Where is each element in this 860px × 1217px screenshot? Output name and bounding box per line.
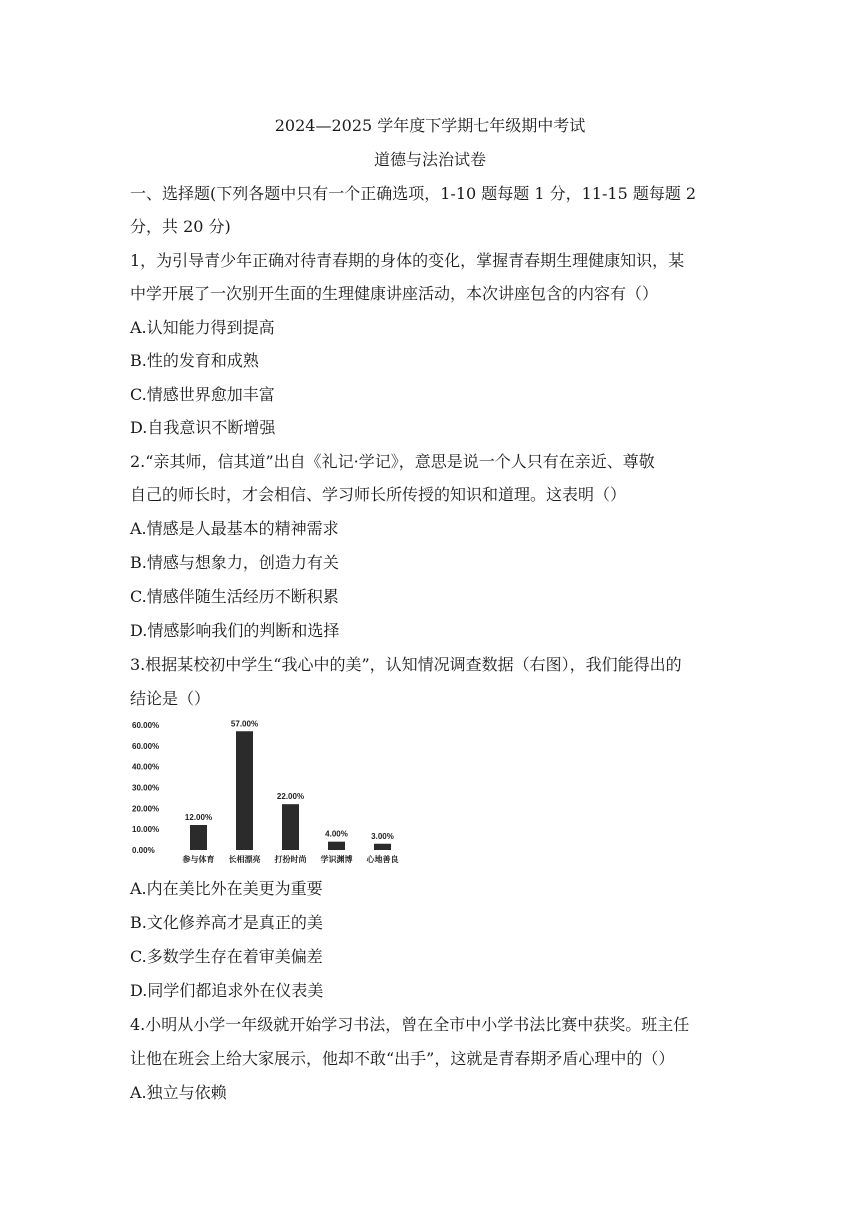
bar [282, 804, 299, 850]
q4-stem-line-2: 让他在班会上给大家展示，他却不敢“出手”，这就是青春期矛盾心理中的（） [130, 1049, 675, 1068]
bar [328, 842, 345, 850]
q2-stem-line-1: 2.“亲其师，信其道”出自《礼记·学记》，意思是说一个人只有在亲近、尊敬 [130, 452, 655, 471]
q1-option-c: C.情感世界愈加丰富 [130, 385, 275, 404]
y-tick-label: 60.00% [132, 741, 160, 751]
x-category-label: 长相漂亮 [228, 855, 261, 864]
bar-value-label: 22.00% [276, 792, 305, 802]
q3-stem-line-2: 结论是（） [130, 689, 211, 708]
x-category-label: 心地善良 [366, 855, 399, 864]
q3-option-c: C.多数学生存在着审美偏差 [130, 947, 323, 966]
section-instruction-line-2: 分，共 20 分) [130, 217, 231, 236]
survey-bar-chart [128, 713, 448, 865]
exam-title: 2024—2025 学年度下学期七年级期中考试 [274, 116, 586, 135]
q3-option-a: A.内在美比外在美更为重要 [130, 879, 323, 898]
bar [374, 844, 391, 850]
q1-stem-line-1: 1，为引导青少年正确对待青春期的身体的变化，掌握青春期生理健康知识，某 [130, 251, 685, 270]
q1-stem-line-2: 中学开展了一次别开生面的生理健康讲座活动，本次讲座包含的内容有（） [130, 284, 659, 303]
q2-option-d: D.情感影响我们的判断和选择 [130, 621, 340, 640]
x-category-label: 学识渊博 [320, 855, 353, 864]
q1-option-d: D.自我意识不断增强 [130, 418, 276, 437]
exam-subtitle: 道德与法治试卷 [373, 150, 486, 169]
bar-value-label: 12.00% [184, 813, 213, 822]
x-category-label: 参与体育 [182, 855, 215, 864]
bar-value-label: 57.00% [230, 719, 259, 729]
q2-option-c: C.情感伴随生活经历不断积累 [130, 587, 339, 606]
q1-option-a: A.认知能力得到提高 [130, 318, 275, 337]
bar-value-label: 4.00% [325, 829, 348, 839]
y-tick-label: 10.00% [132, 825, 160, 835]
q3-stem-line-1: 3.根据某校初中学生“我心中的美”，认知情况调查数据（右图），我们能得出的 [130, 655, 682, 674]
bar [236, 731, 253, 850]
q3-option-b: B.文化修养高才是真正的美 [130, 913, 323, 932]
bar-value-label: 3.00% [371, 831, 394, 841]
q2-option-a: A.情感是人最基本的精神需求 [130, 519, 339, 538]
q2-stem-line-2: 自己的师长时，才会相信、学习师长所传授的知识和道理。这表明（） [130, 485, 627, 504]
x-category-label: 打扮时尚 [274, 855, 307, 864]
q1-option-b: B.性的发育和成熟 [130, 351, 259, 370]
y-tick-label: 20.00% [132, 804, 160, 814]
q3-option-d: D.同学们都追求外在仪表美 [130, 981, 324, 1000]
y-tick-label: 30.00% [132, 783, 160, 793]
q2-option-b: B.情感与想象力，创造力有关 [130, 553, 339, 572]
bar [190, 825, 207, 850]
y-tick-label: 60.00% [132, 721, 160, 730]
q4-option-a: A.独立与依赖 [130, 1083, 227, 1102]
section-instruction-line-1: 一、选择题(下列各题中只有一个正确选项，1-10 题每题 1 分，11-15 题每题 2 [130, 184, 697, 203]
y-tick-label: 0.00% [132, 846, 155, 855]
q4-stem-line-1: 4.小明从小学一年级就开始学习书法，曾在全市中小学书法比赛中获奖。班主任 [130, 1015, 690, 1034]
y-tick-label: 40.00% [132, 762, 160, 772]
